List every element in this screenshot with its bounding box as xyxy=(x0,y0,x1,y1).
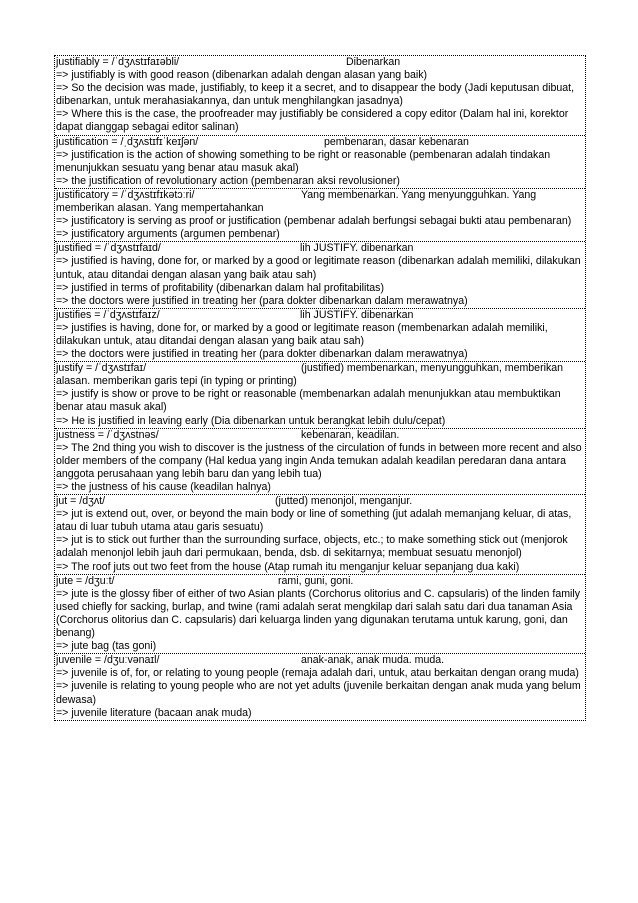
entry-term: juvenile = /dʒuːvənaɪl/ xyxy=(56,654,160,667)
dictionary-entry xyxy=(55,309,585,362)
dictionary-entry xyxy=(55,654,585,719)
dictionary-entry xyxy=(55,242,585,308)
entry-translation: (justified) membenarkan, menyungguhkan, memberikan alasan. memberikan garis tepi (in typing or printing) xyxy=(56,362,564,388)
entry-term: justificatory = /ˈdʒʌstɪfɪkətɔːri/ xyxy=(56,188,195,201)
entry-headline xyxy=(56,654,585,667)
entry-example: => juvenile is of, for, or relating to young people (remaja adalah dari, untuk, atau berkaitan dengan orang muda) xyxy=(56,667,579,680)
entry-example: => jut is extend out, over, or beyond the main body or line of something (jut adalah memanjang keluar, di atas, atau di luar tubuh utama atau garis sesuatu) xyxy=(56,508,572,534)
entry-example: => justifies is having, done for, or marked by a good or legitimate reason (membenarkan adalah memiliki, dilakukan untuk, atau ditandai dengan alasan yang baik atau sah) xyxy=(56,321,548,347)
entry-example: => justificatory arguments (argumen pembenar) xyxy=(56,228,280,241)
entry-example: => justified in terms of profitability (dibenarkan dalam hal profitabilitas) xyxy=(56,281,384,294)
entry-translation: pembenaran, dasar kebenaran xyxy=(324,135,469,148)
entry-term: justifies = /ˈdʒʌstɪfaɪz/ xyxy=(56,308,160,321)
entry-term: justness = /ˈdʒʌstnəs/ xyxy=(56,428,159,441)
dictionary-entry xyxy=(55,429,585,495)
entry-example: => justification is the action of showing something to be right or reasonable (pembenaran adalah tindakan menunjukkan sesuatu yang benar atau masuk akal) xyxy=(56,148,551,174)
entry-example: => justify is show or prove to be right or reasonable (membenarkan adalah menunjukkan atau membuktikan benar atau masuk akal) xyxy=(56,388,561,414)
entry-headline xyxy=(56,495,585,508)
dictionary-entry xyxy=(55,495,585,575)
entry-translation: lih JUSTIFY. dibenarkan xyxy=(300,308,414,321)
entry-example: => justifiably is with good reason (dibenarkan adalah dengan alasan yang baik) xyxy=(56,69,428,82)
entry-headline xyxy=(56,309,585,322)
entry-term: justified = /ˈdʒʌstɪfaɪd/ xyxy=(56,242,161,255)
entry-term: jute = /dʒuːt/ xyxy=(56,574,115,587)
dictionary-entry xyxy=(55,136,585,189)
entry-example: => the doctors were justified in treating her (para dokter dibenarkan dalam merawatnya) xyxy=(56,294,468,307)
entry-term: jut = /dʒʌt/ xyxy=(56,495,106,508)
dictionary-entries xyxy=(54,55,586,721)
entry-example: => Where this is the case, the proofreader may justifiably be considered a copy editor (Dalam hal ini, korektor dapat dianggap sebagai editor salinan) xyxy=(56,108,569,134)
entry-translation: anak-anak, anak muda. muda. xyxy=(301,654,445,667)
entry-headline xyxy=(56,242,585,255)
dictionary-entry xyxy=(55,362,585,428)
entry-example: => the justness of his cause (keadilan halnya) xyxy=(56,481,271,493)
entry-example: => jut is to stick out further than the surrounding surface, objects, etc.; to make something stick out (menjorok adalah menonjol lebih jauh dari permukaan, benda, dsb. di sekitarnya; membuat sesuatu menonjol) xyxy=(56,534,568,560)
dictionary-entry xyxy=(55,575,585,655)
entry-term: justify = /ˈdʒʌstɪfaɪ/ xyxy=(56,362,147,375)
entry-example: => justificatory is serving as proof or justification (pembenar adalah berfungsi sebagai bukti atau pembenaran) xyxy=(56,215,572,228)
entry-example: => jute is the glossy fiber of either of two Asian plants (Corchorus olitorius and C. capsularis) of the linden family used chiefly for sacking, burlap, and twine (rami adalah serat mengkilap dari salah satu dari dua tanaman Asia (Corchorus olitorius dan C. capsularis) dari keluarga linden yang digunakan terutama untuk karung, goni, dan benang) xyxy=(56,587,581,640)
entry-example: => the justification of revolutionary action (pembenaran aksi revolusioner) xyxy=(56,174,400,187)
entry-example: => justified is having, done for, or marked by a good or legitimate reason (dibenarkan adalah memiliki, dilakukan untuk, atau ditandai dengan alasan yang baik atau sah) xyxy=(56,255,581,281)
entry-example: => So the decision was made, justifiably, to keep it a secret, and to disappear the body (Jadi keputusan dibuat, dibenarkan, untuk merahasiakannya, dan untuk menghilangkan jasadnya) xyxy=(56,82,575,108)
entry-headline xyxy=(56,362,585,388)
entry-term: justifiably = /ˈdʒʌstɪfaɪəbli/ xyxy=(56,56,180,68)
entry-headline xyxy=(56,56,585,69)
entry-headline xyxy=(56,429,585,442)
entry-translation: Yang membenarkan. Yang menyungguhkan. Yang memberikan alasan. Yang mempertahankan xyxy=(56,188,537,215)
entry-translation: rami, guni, goni. xyxy=(278,574,354,587)
entry-example: => He is justified in leaving early (Dia dibenarkan untuk berangkat lebih dulu/cepat) xyxy=(56,414,446,427)
entry-headline xyxy=(56,189,585,215)
entry-example: => juvenile is relating to young people who are not yet adults (juvenile berkaitan dengan anak muda yang belum dewasa) xyxy=(56,680,581,706)
dictionary-entry xyxy=(55,189,585,242)
entry-translation: (jutted) menonjol, menganjur. xyxy=(275,495,413,508)
entry-translation: kebenaran, keadilan. xyxy=(301,428,400,441)
dictionary-entry xyxy=(55,56,585,136)
entry-term: justification = /ˌdʒʌstɪfɪˈkeɪʃən/ xyxy=(56,135,199,148)
entry-example: => The roof juts out two feet from the house (Atap rumah itu menganjur keluar sepanjang dua kaki) xyxy=(56,560,520,573)
entry-example: => The 2nd thing you wish to discover is the justness of the circulation of funds in between more recent and also older members of the company (Hal kedua yang ingin Anda temukan adalah keadilan peredaran dana antara anggota perusahaan yang lebih baru dan yang lebih tua) xyxy=(56,441,582,480)
entry-example: => the doctors were justified in treating her (para dokter dibenarkan dalam merawatnya) xyxy=(56,348,468,361)
entry-headline xyxy=(56,575,585,588)
entry-example: => jute bag (tas goni) xyxy=(56,640,157,653)
entry-translation: lih JUSTIFY. dibenarkan xyxy=(300,242,414,255)
entry-headline xyxy=(56,136,585,149)
entry-example: => juvenile literature (bacaan anak muda) xyxy=(56,706,252,719)
entry-translation: Dibenarkan xyxy=(346,56,401,68)
